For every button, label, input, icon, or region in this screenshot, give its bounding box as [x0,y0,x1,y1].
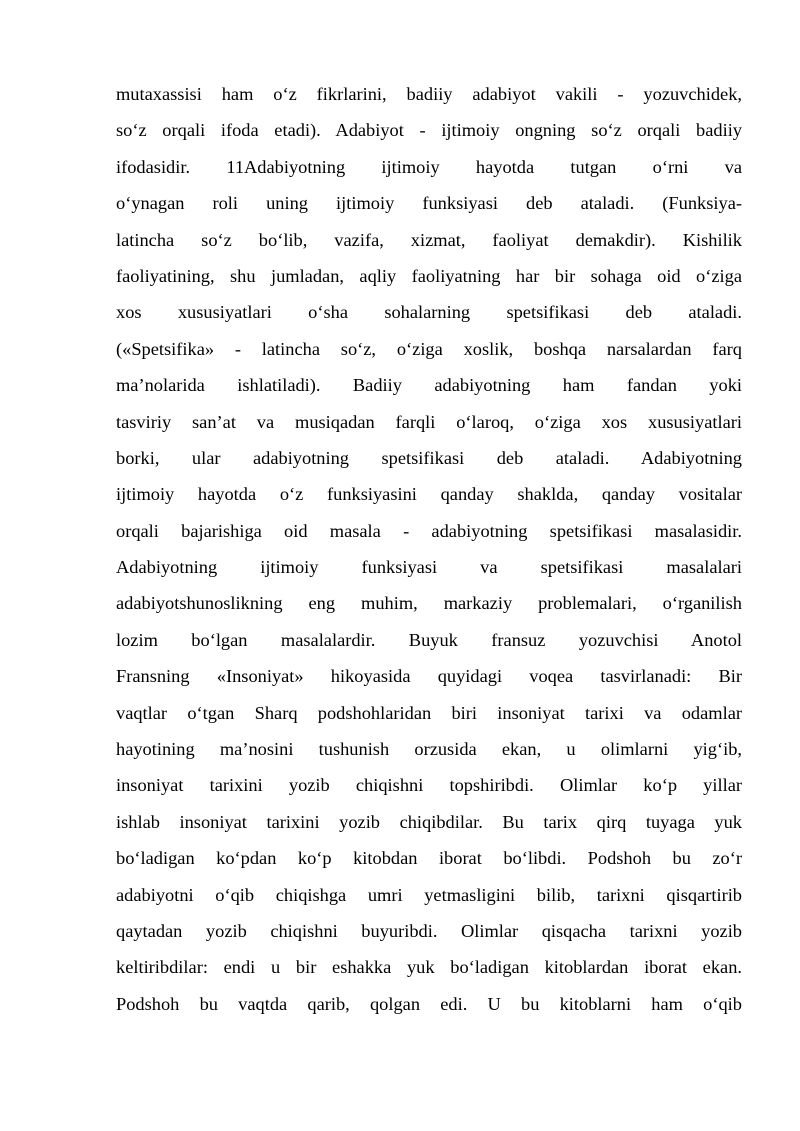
text-line: («Spetsifika» - latincha so‘z, o‘ziga xoslik, boshqa narsalardan farq [116,338,742,359]
text-line: qaytadan yozib chiqishni buyuribdi. Olimlar qisqacha tarixni yozib [116,920,742,941]
text-line: Podshoh bu vaqtda qarib, qolgan edi. U bu kitoblarni ham o‘qib [116,993,742,1014]
text-line: hayotining ma’nosini tushunish orzusida ekan, u olimlarni yig‘ib, [116,739,742,760]
text-line: adabiyotni o‘qib chiqishga umri yetmasligini bilib, tarixni qisqartirib [116,884,742,905]
text-line: latincha so‘z bo‘lib, vazifa, xizmat, faoliyat demakdir). Kishilik [116,229,742,250]
text-line: Adabiyotning ijtimoiy funksiyasi va spetsifikasi masalalari [116,557,742,578]
text-line: bo‘ladigan ko‘pdan ko‘p kitobdan iborat bo‘libdi. Podshoh bu zo‘r [116,848,742,869]
text-line: faoliyatining, shu jumladan, aqliy faoliyatning har bir sohaga oid o‘ziga [116,265,742,286]
text-line: xos xususiyatlari o‘sha sohalarning spetsifikasi deb ataladi. [116,302,742,323]
text-line: tasviriy san’at va musiqadan farqli o‘laroq, o‘ziga xos xususiyatlari [116,411,742,432]
text-line: keltiribdilar: endi u bir eshakka yuk bo‘ladigan kitoblardan iborat ekan. [116,957,742,978]
text-line: ma’nolarida ishlatiladi). Badiiy adabiyotning ham fandan yoki [116,375,742,396]
text-line: adabiyotshunoslikning eng muhim, markaziy problemalari, o‘rganilish [116,593,742,614]
text-line: lozim bo‘lgan masalalardir. Buyuk fransuz yozuvchisi Anotol [116,629,742,650]
text-line: borki, ular adabiyotning spetsifikasi deb ataladi. Adabiyotning [116,447,742,468]
body-text [116,76,742,1022]
text-line: mutaxassisi ham o‘z fikrlarini, badiiy adabiyot vakili - yozuvchidek, [116,84,742,104]
text-line: o‘ynagan roli uning ijtimoiy funksiyasi deb ataladi. (Funksiya- [116,193,742,214]
text-line: Fransning «Insoniyat» hikoyasida quyidagi voqea tasvirlanadi: Bir [116,666,742,687]
text-line: insoniyat tarixini yozib chiqishni topshiribdi. Olimlar ko‘p yillar [116,775,742,796]
text-line: orqali bajarishiga oid masala - adabiyotning spetsifikasi masalasidir. [116,520,742,541]
text-line: ishlab insoniyat tarixini yozib chiqibdilar. Bu tarix qirq tuyaga yuk [116,811,742,832]
text-line: so‘z orqali ifoda etadi). Adabiyot - ijtimoiy ongning so‘z orqali badiiy [116,120,742,141]
text-line: ifodasidir. 11Adabiyotning ijtimoiy hayotda tutgan o‘rni va [116,156,742,177]
text-line: vaqtlar o‘tgan Sharq podshohlaridan biri insoniyat tarixi va odamlar [116,702,742,723]
text-line: ijtimoiy hayotda o‘z funksiyasini qanday shaklda, qanday vositalar [116,484,742,505]
